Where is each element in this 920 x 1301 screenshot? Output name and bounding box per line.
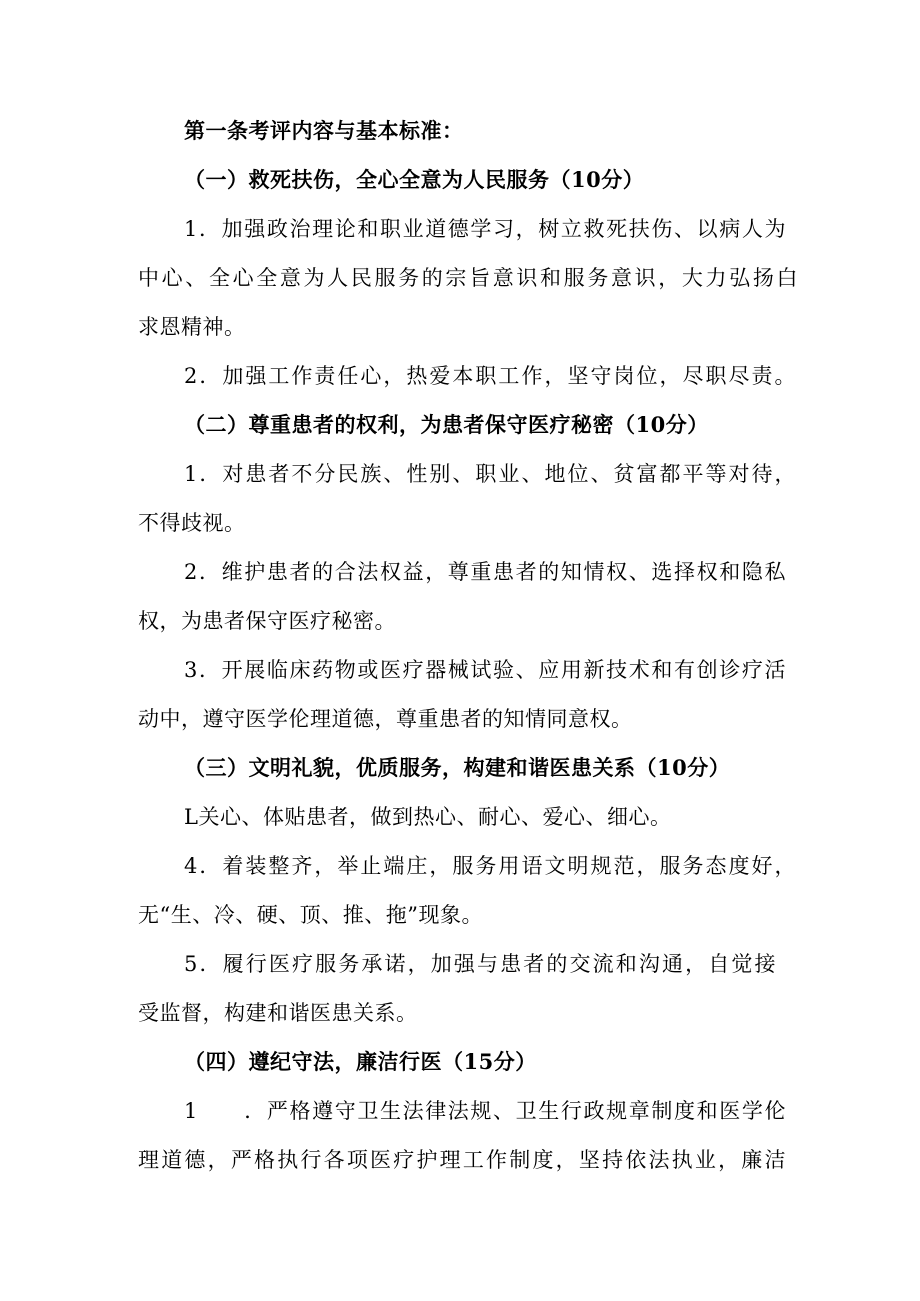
paragraph-line: 受监督，构建和谐医患关系。: [138, 1001, 418, 1025]
paragraph-line: 2．维护患者的合法权益，尊重患者的知情权、选择权和隐私: [184, 560, 786, 584]
paragraph-line: 求恩精神。: [138, 315, 246, 339]
paragraph-line: L关心、体贴患者，做到热心、耐心、爱心、细心。: [184, 805, 672, 829]
section-heading-3: （三）文明礼貌，优质服务，构建和谐医患关系（10分）: [184, 755, 731, 780]
paragraph-line: 4．着装整齐，举止端庄，服务用语文明规范，服务态度好，: [184, 854, 796, 878]
section-heading-2: （二）尊重患者的权利，为患者保守医疗秘密（10分）: [184, 412, 709, 437]
paragraph-line: 中心、全心全意为人民服务的宗旨意识和服务意识，大力弘扬白: [138, 266, 798, 290]
paragraph-line: 1．加强政治理论和职业道德学习，树立救死扶伤、以病人为: [184, 217, 786, 241]
article-title: 第一条考评内容与基本标准：: [184, 118, 464, 143]
paragraph-line: 3．开展临床药物或医疗器械试验、应用新技术和有创诊疗活: [184, 658, 786, 682]
paragraph-line: 不得歧视。: [138, 511, 246, 535]
paragraph-line: 无“生、冷、硬、顶、推、拖”现象。: [138, 903, 483, 927]
paragraph-line: 5．履行医疗服务承诺，加强与患者的交流和沟通，自觉接: [184, 952, 776, 976]
paragraph-line: 权，为患者保守医疗秘密。: [138, 609, 396, 633]
paragraph-line: 1．对患者不分民族、性别、职业、地位、贫富都平等对待，: [184, 462, 796, 486]
paragraph-line: 2．加强工作责任心，热爱本职工作，坚守岗位，尽职尽责。: [184, 364, 796, 388]
paragraph-line: 1 ．严格遵守卫生法律法规、卫生行政规章制度和医学伦: [184, 1099, 786, 1123]
section-heading-1: （一）救死扶伤，全心全意为人民服务（10分）: [184, 167, 645, 192]
section-heading-4: （四）遵纪守法，廉洁行医（15分）: [184, 1049, 537, 1074]
paragraph-line: 动中，遵守医学伦理道德，尊重患者的知情同意权。: [138, 707, 633, 731]
paragraph-line: 理道德，严格执行各项医疗护理工作制度，坚持依法执业，廉洁: [138, 1148, 786, 1172]
